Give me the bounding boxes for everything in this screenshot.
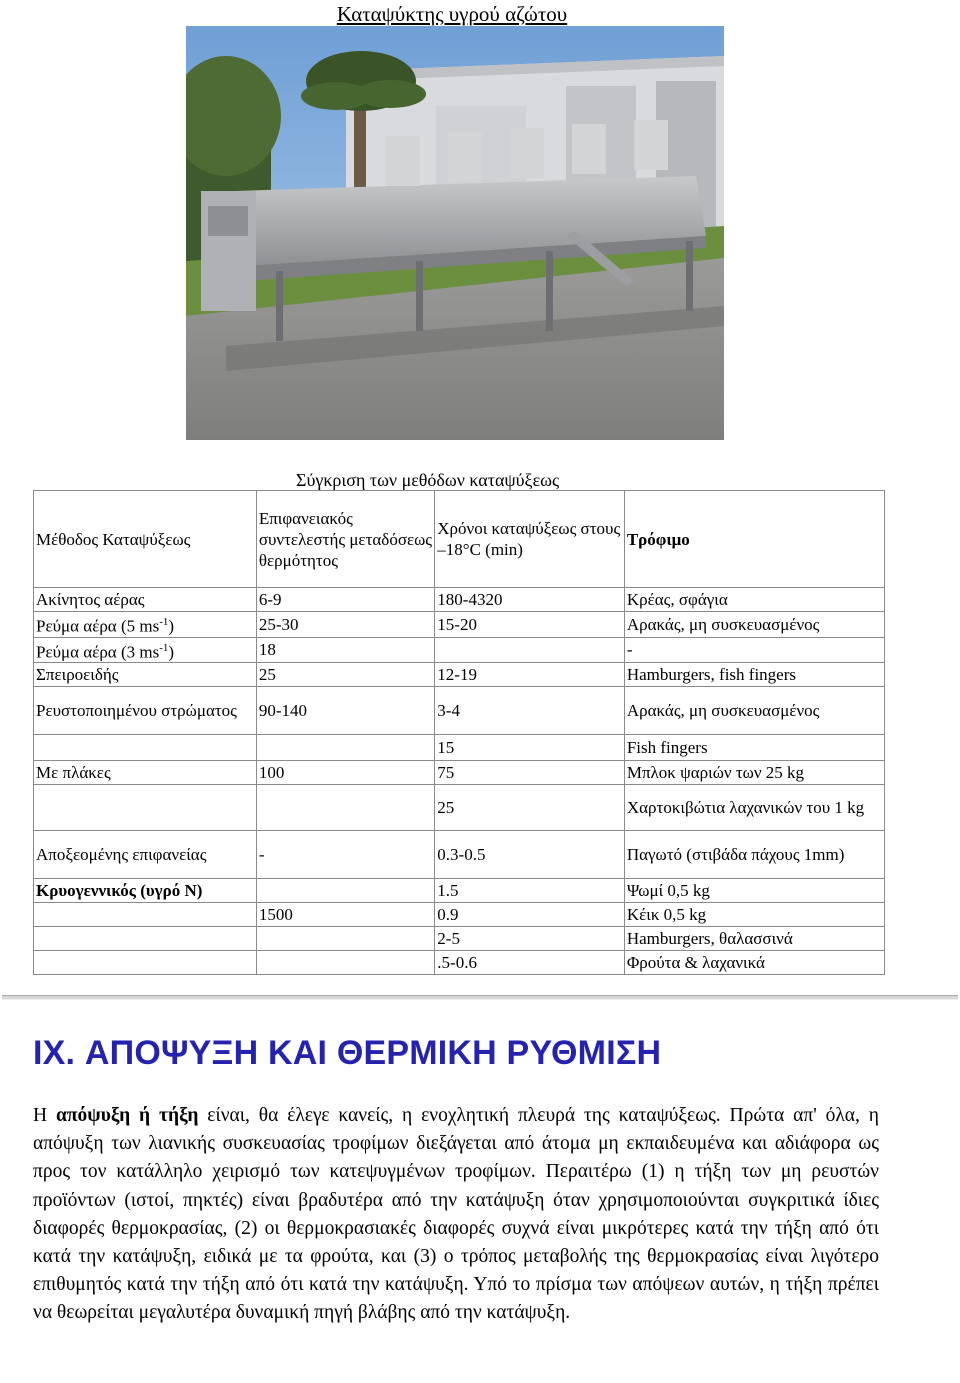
table-row [34,927,885,951]
cell-time: .5-0.6 [435,951,625,975]
cell-method [34,903,257,927]
liquid-nitrogen-freezer-photo [186,26,724,440]
cell-time: 180-4320 [435,588,625,612]
cell-method: Ακίνητος αέρας [34,588,257,612]
header-method: Μέθοδος Καταψύξεως [34,491,257,588]
table-row [34,663,885,687]
table-row [34,588,885,612]
cell-time: 1.5 [435,879,625,903]
table-row [34,687,885,735]
header-food: Τρόφιμο [624,491,884,588]
cell-food: Παγωτό (στιβάδα πάχους 1mm) [624,831,884,879]
cell-method: Ρευστοποιημένου στρώματος [34,687,257,735]
cell-time: 12-19 [435,663,625,687]
cell-time: 15-20 [435,612,625,638]
cell-method [34,735,257,761]
cell-coefficient: - [256,831,434,879]
cell-coefficient [256,879,434,903]
table-row [34,879,885,903]
cell-coefficient: 6-9 [256,588,434,612]
cell-food: - [624,637,884,663]
cell-time: 25 [435,785,625,831]
table-row [34,903,885,927]
table-row [34,761,885,785]
cell-coefficient: 100 [256,761,434,785]
cell-food: Fish fingers [624,735,884,761]
horizontal-divider [2,995,958,1000]
cell-food: Μπλοκ ψαριών των 25 kg [624,761,884,785]
cell-time: 3-4 [435,687,625,735]
cell-method: Σπειροειδής [34,663,257,687]
cell-coefficient: 90-140 [256,687,434,735]
cell-time: 75 [435,761,625,785]
cell-coefficient: 25 [256,663,434,687]
cell-method [34,951,257,975]
cell-time: 0.9 [435,903,625,927]
cell-food: Hamburgers, fish fingers [624,663,884,687]
cell-food: Ψωμί 0,5 kg [624,879,884,903]
cell-method: Ρεύμα αέρα (3 $ms^{-1}$) [34,637,257,663]
table-row [34,785,885,831]
section-paragraph [33,1102,879,1328]
cell-method [34,927,257,951]
cell-coefficient: 18 [256,637,434,663]
table-title: Σύγκριση των μεθόδων καταψύξεως [296,470,560,490]
cell-coefficient [256,927,434,951]
cell-food: Κέικ 0,5 kg [624,903,884,927]
table-row [34,735,885,761]
table-row [34,831,885,879]
cell-method: Με πλάκες [34,761,257,785]
paragraph-rest: είναι, θα έλεγε κανείς, η ενοχλητική πλευρά της καταψύξεως. Πρώτα απ' όλα, η απόψυξη των λιανικής συσκευασίας τροφίμων διεξάγεται από άτομα μη εκπαιδευμένα και αδιάφορα ως προς τον κατάλληλο χειρισμό των κατεψυγμένων τροφίμων. Περαιτέρω (1) η τήξη των μη ρευστών προϊόντων (ιστοί, πηκτές) είναι βραδυτέρα από την κατάψυξη όταν χρησιμοποιούνται συγκριτικά ίδιες διαφορές θερμοκρασίας, (2) οι θερμοκρασιακές διαφορές συχνά είναι μικρότερες κατά την τήξη από ότι κατά την κατάψυξη, ειδικά με τα φρούτα, και (3) ο τρόπος μεταβολής της θερμοκρασίας είναι λιγότερο επιθυμητός κατά την τήξη από ότι κατά την κατάψυξη. Υπό το πρίσμα των απόψεων αυτών, η τήξη πρέπει να θεωρείται μεγαλυτέρα δυναμική πηγή βλάβης από την κατάψυξη. [33,1105,879,1324]
cell-time [435,637,625,663]
cell-coefficient [256,735,434,761]
cell-food: Αρακάς, μη συσκευασμένος [624,612,884,638]
cell-time: 0.3-0.5 [435,831,625,879]
cell-food: Χαρτοκιβώτια λαχανικών του 1 kg [624,785,884,831]
table-header-row [34,491,885,588]
table-row [34,612,885,638]
cell-time: 15 [435,735,625,761]
header-coefficient: Επιφανειακός συντελεστής μεταδόσεως θερμότητος [256,491,434,588]
cell-method: Αποξεομένης επιφανείας [34,831,257,879]
freezing-methods-table [33,490,885,975]
cell-coefficient [256,785,434,831]
cell-food: Αρακάς, μη συσκευασμένος [624,687,884,735]
table-row [34,637,885,663]
cell-food: Κρέας, σφάγια [624,588,884,612]
cell-method: Κρυογεννικός (υγρό Ν) [34,879,257,903]
cell-method: Ρεύμα αέρα (5 $ms^{-1}$) [34,612,257,638]
cell-food: Hamburgers, θαλασσινά [624,927,884,951]
cell-food: Φρούτα & λαχανικά [624,951,884,975]
cell-coefficient: 1500 [256,903,434,927]
table-row [34,951,885,975]
paragraph-lead: Η [33,1105,56,1126]
paragraph-bold-term: απόψυξη ή τήξη [55,1105,199,1126]
cell-coefficient [256,951,434,975]
header-freezing-time: Χρόνοι καταψύξεως στους –18°C (min) [435,491,625,588]
cell-time: 2-5 [435,927,625,951]
cell-coefficient: 25-30 [256,612,434,638]
image-caption: Καταψύκτης υγρού αζώτου [336,2,568,26]
section-heading: IX. ΑΠΟΨΥΞΗ ΚΑΙ ΘΕΡΜΙΚΗ ΡΥΘΜΙΣΗ [33,1034,662,1072]
cell-method [34,785,257,831]
